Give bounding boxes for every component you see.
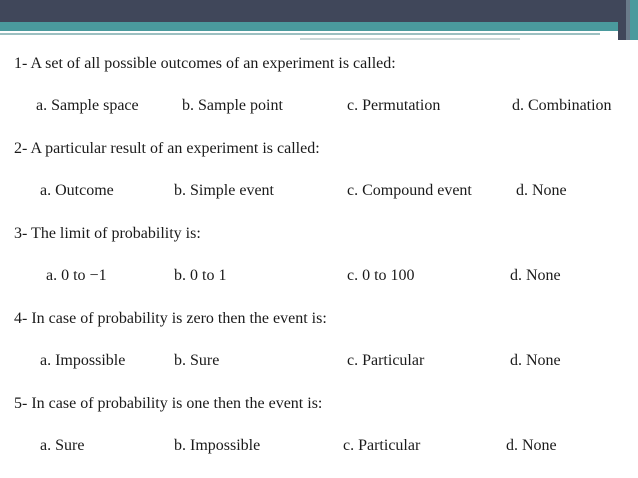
corner-decoration (618, 0, 638, 40)
q3-option-a: a. 0 to −1 (46, 267, 107, 284)
q1-option-a: a. Sample space (36, 97, 139, 114)
q4-option-d: d. None (510, 352, 561, 369)
question-2: 2- A particular result of an experiment is called: (14, 140, 320, 157)
q5-option-d: d. None (506, 437, 557, 454)
question-4: 4- In case of probability is zero then the event is: (14, 310, 327, 327)
q4-option-b: b. Sure (174, 352, 220, 369)
question-3: 3- The limit of probability is: (14, 225, 201, 242)
q3-option-d: d. None (510, 267, 561, 284)
q4-option-c: c. Particular (347, 352, 425, 369)
question-1: 1- A set of all possible outcomes of an experiment is called: (14, 55, 396, 72)
q3-option-b: b. 0 to 1 (174, 267, 227, 284)
q1-option-d: d. Combination (512, 97, 612, 114)
q5-option-a: a. Sure (40, 437, 85, 454)
header-bar-teal (0, 22, 638, 31)
question-5: 5- In case of probability is one then the event is: (14, 395, 323, 412)
q3-option-c: c. 0 to 100 (347, 267, 415, 284)
q2-option-c: c. Compound event (347, 182, 472, 199)
q2-option-b: b. Simple event (174, 182, 274, 199)
q2-option-a: a. Outcome (40, 182, 114, 199)
header-bar-dark (0, 0, 638, 22)
q1-option-c: c. Permutation (347, 97, 441, 114)
header-accent-line (0, 33, 600, 35)
q1-option-b: b. Sample point (182, 97, 283, 114)
header-accent-line-short (300, 38, 520, 40)
q2-option-d: d. None (516, 182, 567, 199)
q4-option-a: a. Impossible (40, 352, 126, 369)
q5-option-b: b. Impossible (174, 437, 261, 454)
q5-option-c: c. Particular (343, 437, 421, 454)
